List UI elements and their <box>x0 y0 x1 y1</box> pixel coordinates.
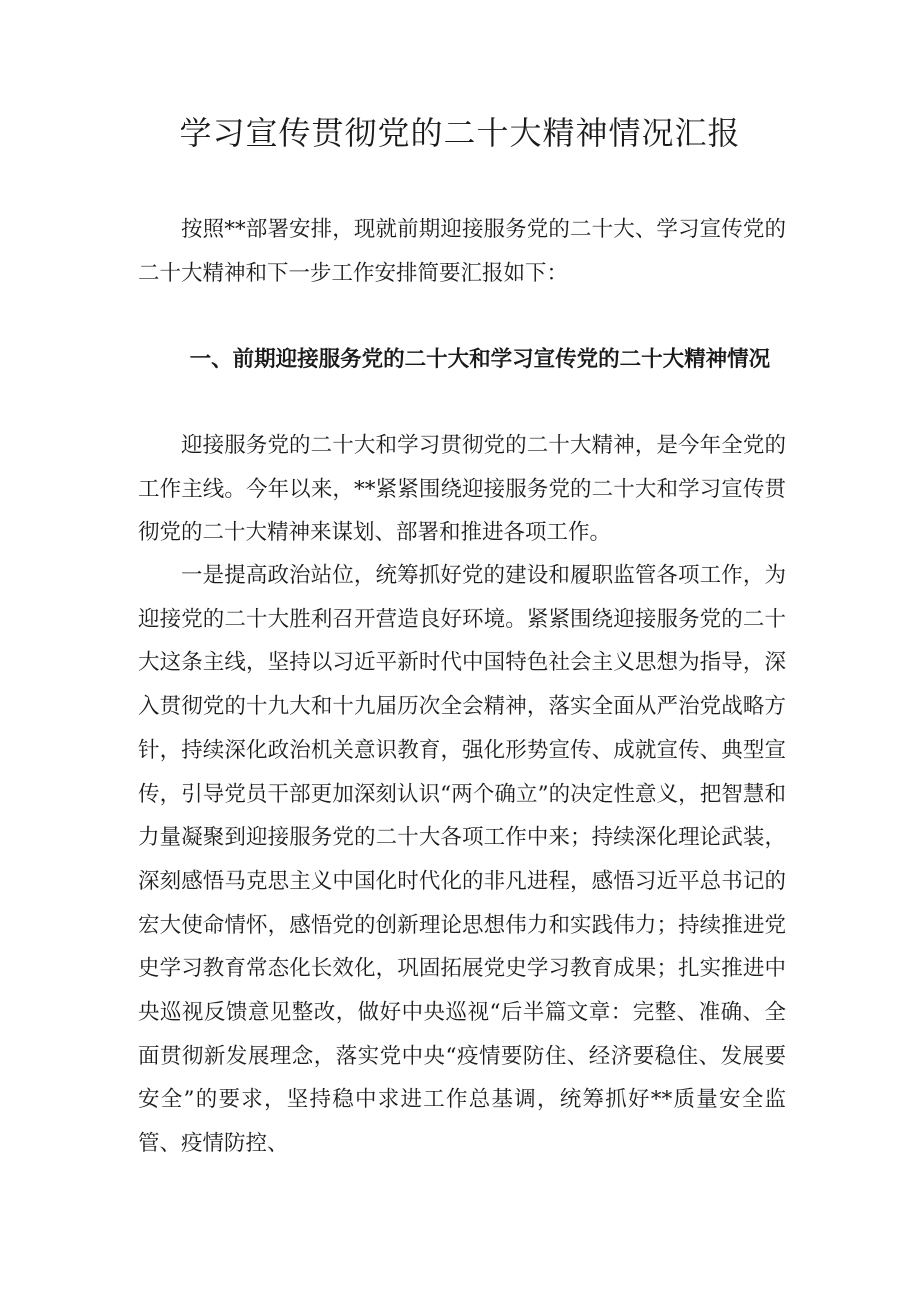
body-paragraph-2: 一是提高政治站位，统筹抓好党的建设和履职监管各项工作，为迎接党的二十大胜利召开营造良好环境。紧紧围绕迎接服务党的二十大这条主线，坚持以习近平新时代中国特色社会主义思想为指导，深入贯彻党的十九大和十九届历次全会精神，落实全面从严治党战略方针，持续深化政治机关意识教育，强化形势宣传、成就宣传、典型宣传，引导党员干部更加深刻认识“两个确立”的决定性意义，把智慧和力量凝聚到迎接服务党的二十大各项工作中来；持续深化理论武装，深刻感悟马克思主义中国化时代化的非凡进程，感悟习近平总书记的宏大使命情怀，感悟党的创新理论思想伟力和实践伟力；持续推进党史学习教育常态化长效化，巩固拓展党史学习教育成果；扎实推进中央巡视反馈意见整改，做好中央巡视“后半篇文章：完整、准确、全面贯彻新发展理念，落实党中央“疫情要防住、经济要稳住、发展要安全”的要求，坚持稳中求进工作总基调，统筹抓好**质量安全监管、疫情防控、 <box>138 563 786 1157</box>
document-title: 学习宣传贯彻党的二十大精神情况汇报 <box>179 114 741 152</box>
section-heading: 一、前期迎接服务党的二十大和学习宣传党的二十大精神情况 <box>189 347 771 372</box>
body-paragraph-1: 迎接服务党的二十大和学习贯彻党的二十大精神，是今年全党的工作主线。今年以来，**紧紧围绕迎接服务党的二十大和学习宣传贯彻党的二十大精神来谋划、部署和推进各项工作。 <box>138 433 786 546</box>
intro-paragraph: 按照**部署安排，现就前期迎接服务党的二十大、学习宣传党的二十大精神和下一步工作安排简要汇报如下： <box>138 217 786 286</box>
